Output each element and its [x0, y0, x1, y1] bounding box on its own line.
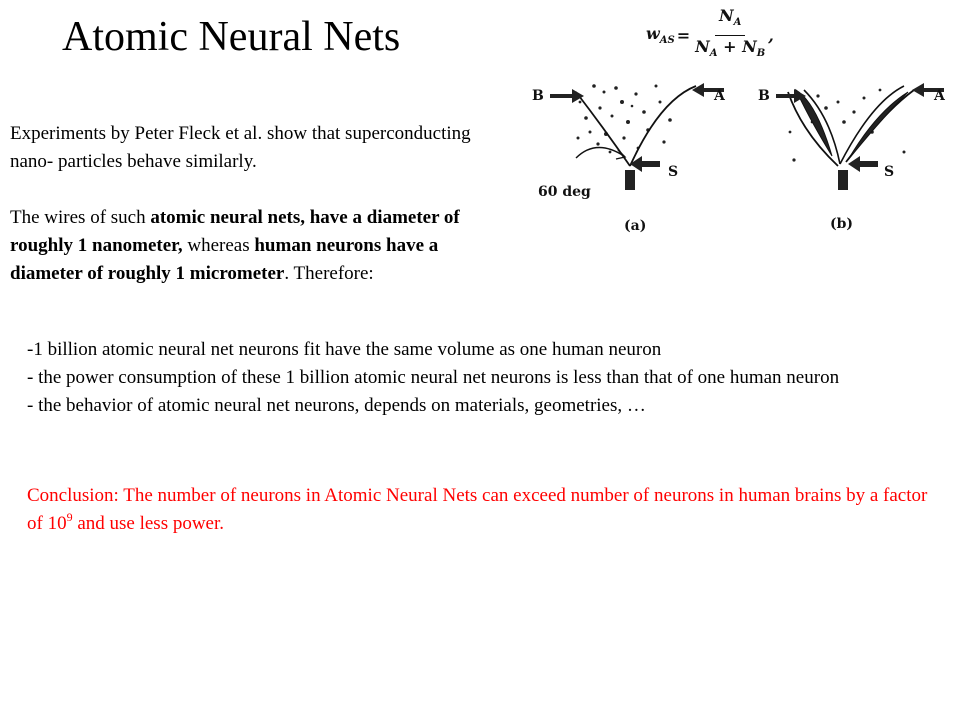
- intro-paragraph-1: Experiments by Peter Fleck et al. show that superconducting nano- particles behave similarly.: [10, 123, 471, 172]
- panel-b-label-b: B: [758, 88, 770, 104]
- formula-lhs: [646, 24, 675, 46]
- formula-numerator: [715, 7, 745, 35]
- formula-w-subscript: AS: [659, 35, 675, 47]
- conclusion-exponent: 9: [66, 510, 73, 524]
- panel-a: [532, 83, 726, 234]
- formula-fraction: [695, 7, 765, 62]
- consequence-list: [27, 336, 942, 420]
- panel-a-caption: (a): [624, 218, 647, 234]
- para2-text-1: The wires of such: [10, 207, 151, 228]
- intro-text: [10, 120, 510, 288]
- conclusion-before: Conclusion: The number of neurons in Atomic Neural Nets can exceed number of neurons in human brains by a factor of 10: [27, 485, 928, 534]
- panel-a-label-b: B: [532, 88, 544, 104]
- para2-bold-1: atomic neural nets, have a diameter of roughly 1 nanometer,: [10, 207, 460, 256]
- para2-text-2: whereas: [182, 235, 255, 256]
- formula-w: w: [646, 23, 660, 43]
- para2-bold-2: human neurons have a diameter of roughly 1 micrometer: [10, 235, 439, 284]
- panel-b-label-a: A: [934, 88, 945, 104]
- denominator-sub-2: B: [756, 47, 766, 59]
- para2-text-3: . Therefore:: [284, 263, 374, 284]
- weight-formula: [646, 6, 774, 60]
- panel-b-label-s: S: [884, 164, 895, 180]
- denominator-plus: +: [717, 36, 743, 56]
- numerator-var: N: [718, 6, 734, 26]
- numerator-sub: A: [733, 17, 742, 29]
- denominator-var-2: N: [742, 36, 757, 56]
- conclusion-after: and use less power.: [72, 513, 225, 534]
- panel-b-caption: (b): [830, 216, 854, 232]
- slide-title: Atomic Neural Nets: [62, 14, 401, 60]
- denominator-var-1: N: [695, 36, 710, 56]
- formula-trailing-comma: ,: [768, 25, 774, 45]
- denominator-sub-1: A: [709, 47, 718, 59]
- list-item: - the power consumption of these 1 billion atomic neural net neurons is less than that of one human neuron: [27, 367, 840, 388]
- panel-a-angle-label: 60 deg: [538, 184, 591, 200]
- panel-a-label-s: S: [668, 164, 679, 180]
- list-item: - the behavior of atomic neural net neurons, depends on materials, geometries, …: [27, 395, 646, 416]
- intro-paragraph-2: [10, 204, 510, 288]
- fleck-experiment-figure: [528, 72, 948, 242]
- formula-denominator: [695, 36, 765, 63]
- list-item: -1 billion atomic neural net neurons fit have the same volume as one human neuron: [27, 339, 662, 360]
- panel-b: [758, 83, 946, 232]
- conclusion-text: [27, 482, 942, 538]
- formula-equals: =: [676, 25, 691, 45]
- panel-a-label-a: A: [714, 88, 725, 104]
